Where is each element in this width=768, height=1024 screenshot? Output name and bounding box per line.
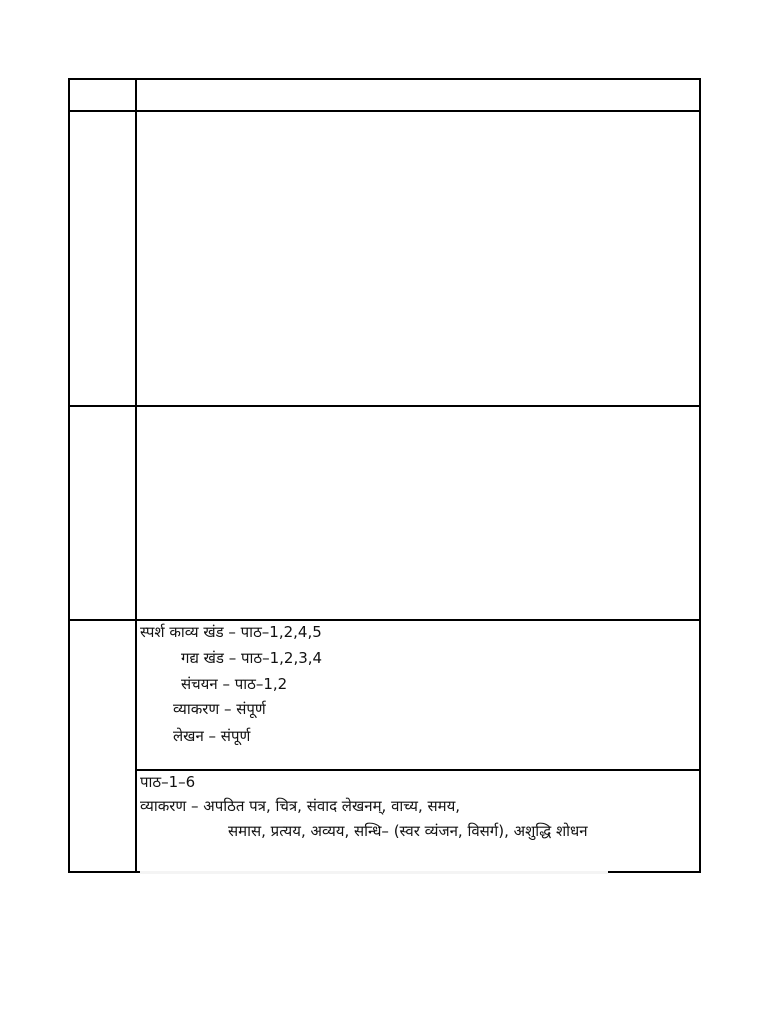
row4-line3: संचयन – पाठ–1,2 — [181, 675, 288, 693]
row-divider-3 — [68, 619, 701, 621]
table-left-border — [68, 78, 70, 873]
row4-line4: व्याकरण – संपूर्ण — [173, 700, 266, 718]
bottom-border-gap — [140, 871, 608, 874]
table-top-border — [68, 78, 701, 80]
row5-line2: व्याकरण – अपठित पत्र, चित्र, संवाद लेखनम्, वाच्य, समय, — [140, 797, 461, 815]
row5-line3: समास, प्रत्यय, अव्यय, सन्धि– (स्वर व्यंजन, विसर्ग), अशुद्धि शोधन — [228, 822, 588, 840]
row-divider-1 — [68, 110, 701, 112]
row4-line1: स्पर्श काव्य खंड – पाठ–1,2,4,5 — [140, 623, 322, 641]
row-divider-4 — [136, 769, 701, 771]
column-divider — [135, 78, 137, 873]
table-right-border — [699, 78, 701, 873]
row4-line2: गद्य खंड – पाठ–1,2,3,4 — [181, 649, 323, 667]
syllabus-table — [68, 78, 701, 873]
row5-line1: पाठ–1–6 — [140, 773, 196, 791]
row4-line5: लेखन – संपूर्ण — [173, 727, 251, 745]
row-divider-2 — [68, 405, 701, 407]
